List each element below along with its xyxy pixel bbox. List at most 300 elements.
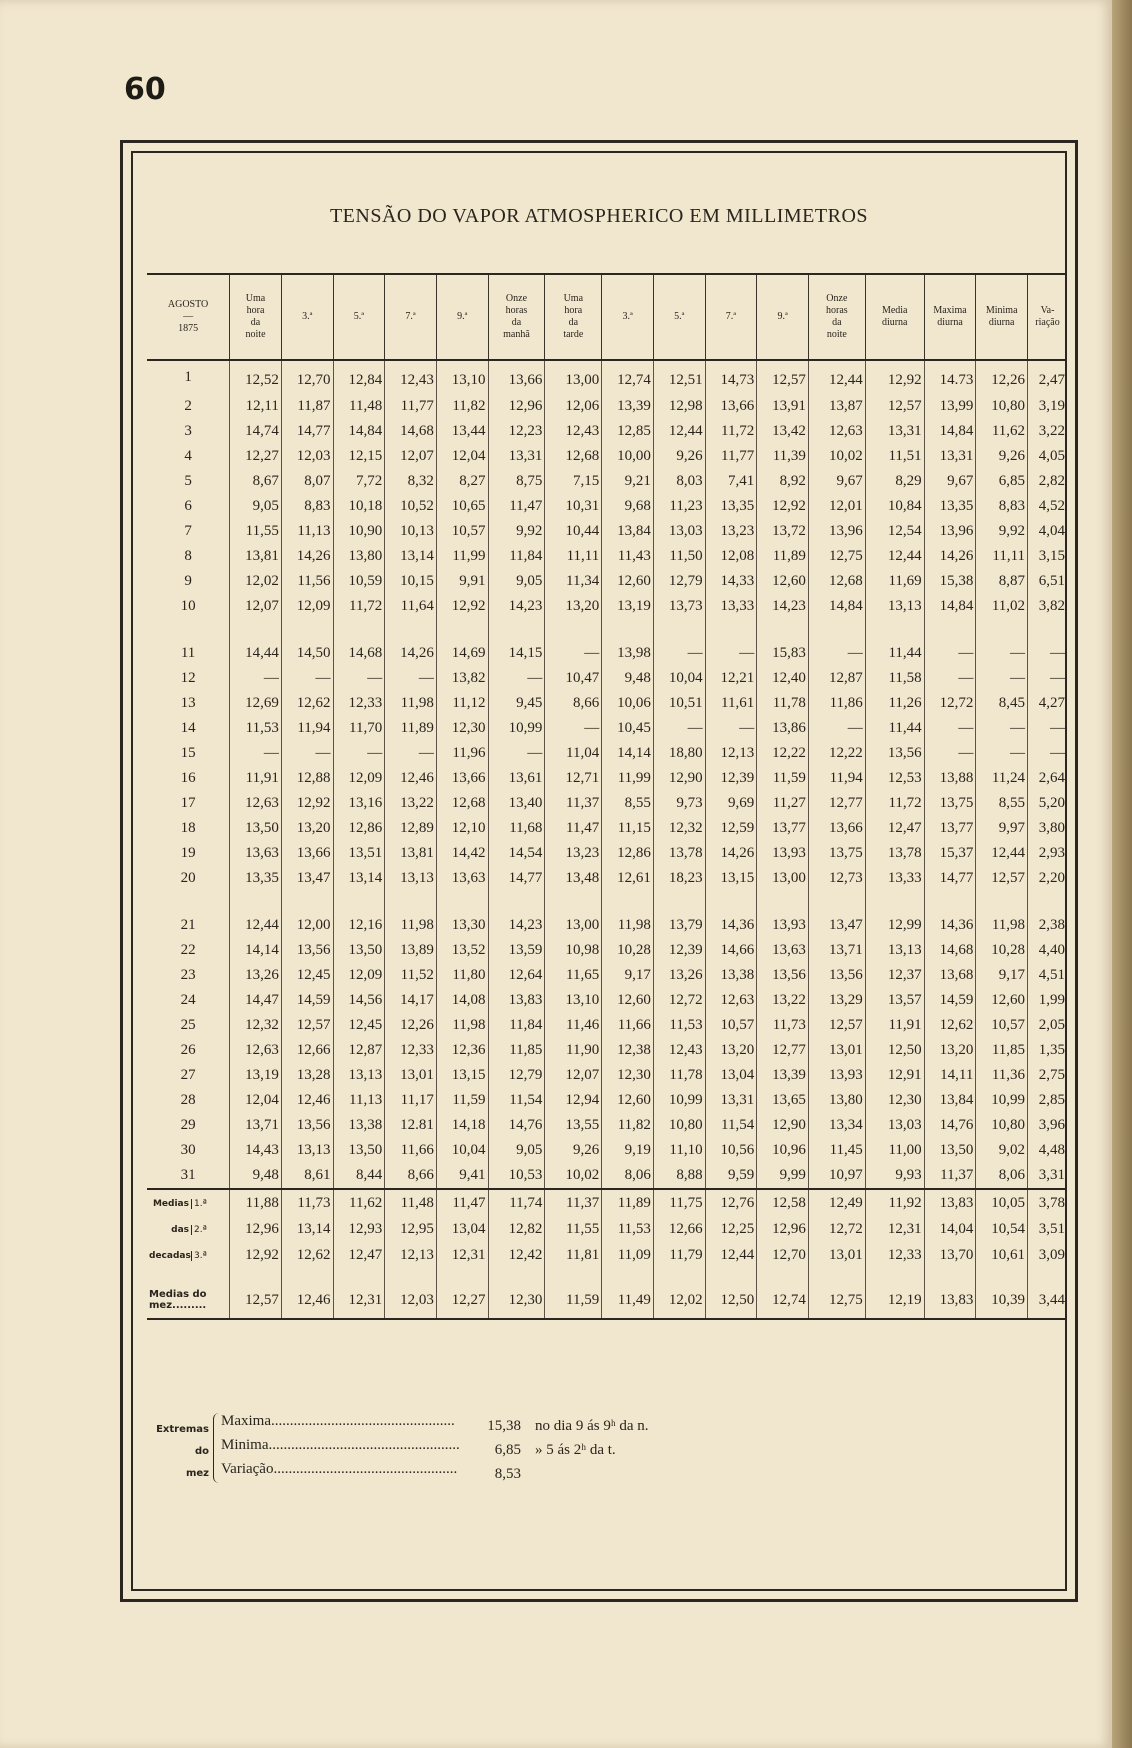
value-cell: — <box>385 666 437 691</box>
value-cell: 12,96 <box>488 394 545 419</box>
value-cell: 12,11 <box>230 394 282 419</box>
day-cell: 11 <box>180 645 196 661</box>
day-cell: 27 <box>180 1067 196 1083</box>
day-cell: 8 <box>184 548 192 564</box>
day-cell: 23 <box>180 967 196 983</box>
value-cell: 10,59 <box>333 569 385 594</box>
value-cell: 12,01 <box>808 494 865 519</box>
table-row <box>147 569 1067 594</box>
value-cell: 12,57 <box>976 866 1028 891</box>
value-cell: 10,90 <box>333 519 385 544</box>
value-cell: 11,82 <box>602 1113 654 1138</box>
decade-mean-label <box>147 1242 230 1268</box>
value-cell: 13,01 <box>808 1038 865 1063</box>
gap-cell <box>757 1268 809 1282</box>
table-row <box>147 594 1067 619</box>
value-cell: 11,94 <box>808 766 865 791</box>
gap-cell <box>924 1268 976 1282</box>
table-row <box>147 741 1067 766</box>
header-column <box>281 274 333 360</box>
value-cell: 12,92 <box>281 791 333 816</box>
value-cell: 11,37 <box>545 791 602 816</box>
value-cell: 12,22 <box>757 741 809 766</box>
table-inner-frame <box>131 151 1067 1591</box>
value-cell: 14,69 <box>436 641 488 666</box>
value-cell: 12,43 <box>653 1038 705 1063</box>
value-cell: 13,47 <box>808 913 865 938</box>
value-cell: 13,83 <box>488 988 545 1013</box>
value-cell: 13,01 <box>385 1063 437 1088</box>
value-cell: 12,53 <box>865 766 924 791</box>
value-cell: 12,84 <box>333 360 385 394</box>
day-cell: 30 <box>180 1142 196 1158</box>
header-line: 3.ª <box>302 311 313 322</box>
value-cell: 13,88 <box>924 766 976 791</box>
value-cell: 11,78 <box>757 691 809 716</box>
gap-cell <box>602 619 654 641</box>
value-cell: 12,08 <box>705 544 757 569</box>
extreme-value: 6,85 <box>494 1442 521 1458</box>
value-cell: 14,26 <box>705 841 757 866</box>
value-cell: 12,79 <box>488 1063 545 1088</box>
value-cell: 8,27 <box>436 469 488 494</box>
value-cell: 12,75 <box>808 544 865 569</box>
value-cell: — <box>333 741 385 766</box>
value-cell: 9,67 <box>808 469 865 494</box>
value-cell: 2,38 <box>1028 913 1067 938</box>
value-cell: 12,93 <box>333 1216 385 1242</box>
gap-cell <box>653 619 705 641</box>
value-cell: 11,55 <box>545 1216 602 1242</box>
gap-cell <box>147 891 230 913</box>
value-cell: 12,04 <box>436 444 488 469</box>
value-cell: 9,48 <box>230 1163 282 1189</box>
value-cell: 10,84 <box>865 494 924 519</box>
header-line: horas <box>505 305 528 316</box>
value-cell: 13,13 <box>281 1138 333 1163</box>
value-cell: 12,30 <box>436 716 488 741</box>
gap-cell <box>230 891 282 913</box>
value-cell: 12,39 <box>653 938 705 963</box>
value-cell: 13,39 <box>757 1063 809 1088</box>
day-cell: 18 <box>180 820 196 836</box>
value-cell: 11,79 <box>653 1242 705 1268</box>
value-cell: 12,68 <box>436 791 488 816</box>
value-cell: 12,76 <box>705 1189 757 1216</box>
value-cell: 13,15 <box>705 866 757 891</box>
value-cell: 4,48 <box>1028 1138 1067 1163</box>
value-cell: 12,60 <box>602 569 654 594</box>
value-cell: — <box>705 641 757 666</box>
value-cell: 13,86 <box>757 716 809 741</box>
value-cell: 12,09 <box>333 963 385 988</box>
value-cell: 14,26 <box>385 641 437 666</box>
value-cell: 11,24 <box>976 766 1028 791</box>
gap-cell <box>230 619 282 641</box>
decade-mean-row <box>147 1216 1067 1242</box>
value-cell: 12,02 <box>230 569 282 594</box>
value-cell: 13,10 <box>436 360 488 394</box>
value-cell: 13,75 <box>808 841 865 866</box>
value-cell: 13,23 <box>705 519 757 544</box>
value-cell: 14,68 <box>924 938 976 963</box>
extreme-name: Variação................................................. <box>221 1461 458 1477</box>
value-cell: 10,28 <box>976 938 1028 963</box>
value-cell: 9,19 <box>602 1138 654 1163</box>
value-cell: 13,65 <box>757 1088 809 1113</box>
header-line: diurna <box>937 317 963 328</box>
day-cell: 4 <box>184 448 192 464</box>
value-cell: 11,77 <box>705 444 757 469</box>
value-cell: 13,04 <box>436 1216 488 1242</box>
value-cell: 10,98 <box>545 938 602 963</box>
value-cell: 12,88 <box>281 766 333 791</box>
value-cell: 12,43 <box>545 419 602 444</box>
value-cell: 10,80 <box>976 394 1028 419</box>
header-column <box>333 274 385 360</box>
value-cell: 12,54 <box>865 519 924 544</box>
gap-cell <box>602 1268 654 1282</box>
table-row <box>147 444 1067 469</box>
header-line: 7.ª <box>725 311 737 322</box>
value-cell: 9,69 <box>705 791 757 816</box>
decade-ordinal: 2.ª <box>191 1225 207 1235</box>
value-cell: 8,45 <box>976 691 1028 716</box>
value-cell: 13,26 <box>230 963 282 988</box>
value-cell: 13,81 <box>230 544 282 569</box>
extreme-detail: » 5 ás 2ʰ da t. <box>535 1442 616 1458</box>
value-cell: 3,22 <box>1028 419 1067 444</box>
value-cell: 13,03 <box>865 1113 924 1138</box>
value-cell: 10,18 <box>333 494 385 519</box>
value-cell: 3,15 <box>1028 544 1067 569</box>
value-cell: 11,86 <box>808 691 865 716</box>
header-line: Minima <box>985 305 1018 316</box>
value-cell: 13,30 <box>436 913 488 938</box>
value-cell: — <box>1028 641 1067 666</box>
value-cell: 10,45 <box>602 716 654 741</box>
value-cell: 12,57 <box>230 1282 282 1319</box>
value-cell: 12.81 <box>385 1113 437 1138</box>
day-cell: 1 <box>184 369 192 385</box>
value-cell: 10,04 <box>653 666 705 691</box>
value-cell: 11,62 <box>333 1189 385 1216</box>
value-cell: 13,80 <box>808 1088 865 1113</box>
value-cell: 11,34 <box>545 569 602 594</box>
gap-cell <box>1028 619 1067 641</box>
value-cell: 11,61 <box>705 691 757 716</box>
value-cell: 7,41 <box>705 469 757 494</box>
value-cell: 9,17 <box>976 963 1028 988</box>
value-cell: 12,72 <box>653 988 705 1013</box>
value-cell: 11,45 <box>808 1138 865 1163</box>
value-cell: 11,75 <box>653 1189 705 1216</box>
value-cell: 13,31 <box>924 444 976 469</box>
header-line: da <box>568 317 579 328</box>
day-cell: 13 <box>180 695 196 711</box>
value-cell: 11,62 <box>976 419 1028 444</box>
value-cell: 13,82 <box>436 666 488 691</box>
value-cell: 10,57 <box>705 1013 757 1038</box>
month-mean-row <box>147 1282 1067 1319</box>
value-cell: 11,77 <box>385 394 437 419</box>
header-column <box>653 274 705 360</box>
value-cell: 9,97 <box>976 816 1028 841</box>
header-line: Onze <box>505 293 528 304</box>
value-cell: 11,66 <box>602 1013 654 1038</box>
value-cell: 11,47 <box>545 816 602 841</box>
header-line: AGOSTO <box>167 299 209 310</box>
extreme-variation-row <box>221 1461 535 1483</box>
value-cell: 8,87 <box>976 569 1028 594</box>
value-cell: 12,72 <box>808 1216 865 1242</box>
value-cell: 12,39 <box>705 766 757 791</box>
value-cell: 13,15 <box>436 1063 488 1088</box>
value-cell: 12,87 <box>333 1038 385 1063</box>
value-cell: 4,40 <box>1028 938 1067 963</box>
value-cell: 11,48 <box>385 1189 437 1216</box>
value-cell: 12,85 <box>602 419 654 444</box>
value-cell: 12,99 <box>865 913 924 938</box>
value-cell: 13,80 <box>333 544 385 569</box>
value-cell: 11,49 <box>602 1282 654 1319</box>
value-cell: 9,26 <box>976 444 1028 469</box>
day-cell: 26 <box>180 1042 196 1058</box>
gap-cell <box>865 1268 924 1282</box>
value-cell: 13,33 <box>865 866 924 891</box>
value-cell: 11,50 <box>653 544 705 569</box>
value-cell: 10,39 <box>976 1282 1028 1319</box>
header-row <box>147 274 1067 360</box>
value-cell: 13,93 <box>757 913 809 938</box>
value-cell: 8,88 <box>653 1163 705 1189</box>
value-cell: 11,26 <box>865 691 924 716</box>
value-cell: 13,50 <box>333 938 385 963</box>
value-cell: 12,49 <box>808 1189 865 1216</box>
value-cell: 12,46 <box>281 1088 333 1113</box>
value-cell: 12,33 <box>865 1242 924 1268</box>
value-cell: 12,95 <box>385 1216 437 1242</box>
value-cell: 14,26 <box>281 544 333 569</box>
month-mean-label-line: mez......... <box>149 1300 207 1311</box>
value-cell: 12,66 <box>653 1216 705 1242</box>
value-cell: 13,70 <box>924 1242 976 1268</box>
value-cell: 2,64 <box>1028 766 1067 791</box>
table-row <box>147 519 1067 544</box>
gap-cell <box>924 619 976 641</box>
value-cell: 13,99 <box>924 394 976 419</box>
header-line: Uma <box>245 293 266 304</box>
value-cell: 13,10 <box>545 988 602 1013</box>
value-cell: 10,99 <box>976 1088 1028 1113</box>
value-cell: 9,05 <box>488 1138 545 1163</box>
value-cell: 12,07 <box>230 594 282 619</box>
value-cell: 13,84 <box>924 1088 976 1113</box>
value-cell: 13,14 <box>385 544 437 569</box>
table-body <box>147 360 1067 1319</box>
value-cell: 13,35 <box>705 494 757 519</box>
value-cell: 13,56 <box>757 963 809 988</box>
value-cell: 12,30 <box>488 1282 545 1319</box>
value-cell: 14,77 <box>281 419 333 444</box>
decade-mean-row <box>147 1189 1067 1216</box>
value-cell: 11,55 <box>230 519 282 544</box>
value-cell: 13,50 <box>924 1138 976 1163</box>
value-cell: 4,27 <box>1028 691 1067 716</box>
value-cell: 13,29 <box>808 988 865 1013</box>
value-cell: 12,30 <box>602 1063 654 1088</box>
gap-cell <box>757 619 809 641</box>
value-cell: 11,72 <box>865 791 924 816</box>
header-line: horas <box>826 305 848 316</box>
value-cell: 12,96 <box>757 1216 809 1242</box>
value-cell: 13,59 <box>488 938 545 963</box>
table-row <box>147 666 1067 691</box>
gap-cell <box>924 891 976 913</box>
header-column <box>924 274 976 360</box>
value-cell: 12,07 <box>385 444 437 469</box>
value-cell: 10,99 <box>488 716 545 741</box>
value-cell: 13,83 <box>924 1189 976 1216</box>
header-line: 9.ª <box>777 311 788 322</box>
header-column <box>1028 274 1067 360</box>
value-cell: 13,50 <box>333 1138 385 1163</box>
value-cell: 12,32 <box>653 816 705 841</box>
value-cell: 2,47 <box>1028 360 1067 394</box>
table-row <box>147 913 1067 938</box>
day-cell: 20 <box>180 870 196 886</box>
value-cell: 11,98 <box>436 1013 488 1038</box>
value-cell: — <box>545 716 602 741</box>
value-cell: 13,96 <box>924 519 976 544</box>
value-cell: 13,35 <box>230 866 282 891</box>
value-cell: 12,09 <box>333 766 385 791</box>
value-cell: 4,52 <box>1028 494 1067 519</box>
value-cell: 11,92 <box>865 1189 924 1216</box>
header-line: da <box>511 317 522 328</box>
value-cell: 11,72 <box>333 594 385 619</box>
value-cell: 12,13 <box>385 1242 437 1268</box>
gap-cell <box>436 891 488 913</box>
value-cell: 4,04 <box>1028 519 1067 544</box>
value-cell: 4,05 <box>1028 444 1067 469</box>
value-cell: 11,98 <box>385 691 437 716</box>
extreme-name: Maxima................................................. <box>221 1413 455 1429</box>
value-cell: 12,25 <box>705 1216 757 1242</box>
header-line: 7.ª <box>405 311 416 322</box>
value-cell: 12,02 <box>653 1282 705 1319</box>
value-cell: 12,63 <box>230 1038 282 1063</box>
value-cell: 11,44 <box>865 716 924 741</box>
value-cell: 2,82 <box>1028 469 1067 494</box>
page-number: 60 <box>124 72 166 107</box>
day-cell: 16 <box>180 770 196 786</box>
gap-cell <box>653 891 705 913</box>
value-cell: 12,21 <box>705 666 757 691</box>
value-cell: 12,64 <box>488 963 545 988</box>
gap-cell <box>808 619 865 641</box>
header-line: riação <box>1035 317 1060 328</box>
day-cell: 3 <box>184 423 192 439</box>
day-cell: 24 <box>180 992 196 1008</box>
decade-mean-label-text: decadas <box>149 1250 191 1261</box>
value-cell: 12,77 <box>757 1038 809 1063</box>
month-mean-label <box>147 1282 230 1319</box>
value-cell: 13,20 <box>545 594 602 619</box>
value-cell: 9,93 <box>865 1163 924 1189</box>
day-cell: 17 <box>180 795 196 811</box>
value-cell: 13,68 <box>924 963 976 988</box>
day-cell: 21 <box>180 917 196 933</box>
value-cell: 12,27 <box>436 1282 488 1319</box>
value-cell: 10,47 <box>545 666 602 691</box>
value-cell: 12,62 <box>924 1013 976 1038</box>
value-cell: 11,58 <box>865 666 924 691</box>
value-cell: 11,99 <box>436 544 488 569</box>
value-cell: 11,68 <box>488 816 545 841</box>
value-cell: 14,59 <box>281 988 333 1013</box>
value-cell: 12,57 <box>757 360 809 394</box>
value-cell: — <box>924 741 976 766</box>
value-cell: 2,05 <box>1028 1013 1067 1038</box>
value-cell: 11,98 <box>602 913 654 938</box>
value-cell: 3,78 <box>1028 1189 1067 1216</box>
value-cell: 11,13 <box>281 519 333 544</box>
value-cell: 12,57 <box>281 1013 333 1038</box>
value-cell: — <box>488 666 545 691</box>
value-cell: 12,50 <box>865 1038 924 1063</box>
value-cell: 12,30 <box>865 1088 924 1113</box>
value-cell: 13,14 <box>333 866 385 891</box>
value-cell: 10,65 <box>436 494 488 519</box>
value-cell: 13,73 <box>653 594 705 619</box>
value-cell: — <box>1028 741 1067 766</box>
value-cell: 12,73 <box>808 866 865 891</box>
value-cell: 12,31 <box>865 1216 924 1242</box>
value-cell: 5,20 <box>1028 791 1067 816</box>
gap-cell <box>602 891 654 913</box>
value-cell: — <box>705 716 757 741</box>
gap-cell <box>230 1268 282 1282</box>
value-cell: 12,87 <box>808 666 865 691</box>
value-cell: 14,23 <box>488 913 545 938</box>
gap-cell <box>281 1268 333 1282</box>
value-cell: 12,37 <box>865 963 924 988</box>
value-cell: 11,15 <box>602 816 654 841</box>
table-row <box>147 938 1067 963</box>
gap-cell <box>705 1268 757 1282</box>
gap-cell <box>436 619 488 641</box>
value-cell: 11,59 <box>545 1282 602 1319</box>
value-cell: 13,03 <box>653 519 705 544</box>
header-line: 5.ª <box>674 311 685 322</box>
value-cell: — <box>281 666 333 691</box>
value-cell: 14,04 <box>924 1216 976 1242</box>
value-cell: 13,66 <box>281 841 333 866</box>
value-cell: 13,91 <box>757 394 809 419</box>
extreme-value: 8,53 <box>494 1466 521 1482</box>
value-cell: 10,61 <box>976 1242 1028 1268</box>
value-cell: 10,02 <box>808 444 865 469</box>
value-cell: 13,51 <box>333 841 385 866</box>
value-cell: 12,09 <box>281 594 333 619</box>
value-cell: 12,63 <box>230 791 282 816</box>
table-row <box>147 1113 1067 1138</box>
header-column <box>545 274 602 360</box>
value-cell: 10,54 <box>976 1216 1028 1242</box>
value-cell: 12,44 <box>865 544 924 569</box>
value-cell: 8,92 <box>757 469 809 494</box>
